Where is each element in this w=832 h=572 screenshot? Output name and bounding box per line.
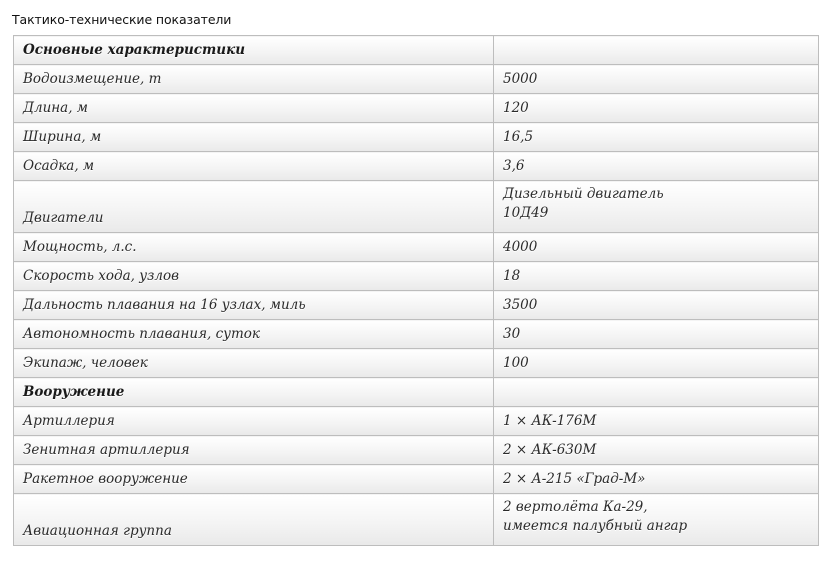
spec-value: 5000	[494, 65, 819, 94]
section-heading-armament: Вооружение	[14, 378, 494, 407]
table-row	[14, 65, 819, 94]
spec-value	[494, 494, 819, 546]
spec-value: 3500	[494, 291, 819, 320]
spec-label: Длина, м	[14, 94, 494, 123]
spec-value: 18	[494, 262, 819, 291]
table-row	[14, 465, 819, 494]
table-row	[14, 262, 819, 291]
spec-value: 1 × АК-176М	[494, 407, 819, 436]
spec-label: Авиационная группа	[14, 494, 494, 546]
spec-value-line: имеется палубный ангар	[503, 518, 688, 534]
table-row	[14, 181, 819, 233]
spec-label: Ширина, м	[14, 123, 494, 152]
spec-value: 4000	[494, 233, 819, 262]
spec-value-line: 2 вертолёта Ка-29,	[503, 499, 648, 515]
spec-value: 16,5	[494, 123, 819, 152]
spec-label: Артиллерия	[14, 407, 494, 436]
specifications-table	[13, 35, 819, 546]
spec-value	[494, 181, 819, 233]
spec-value: 3,6	[494, 152, 819, 181]
table-row	[14, 123, 819, 152]
table-row	[14, 494, 819, 546]
spec-label: Ракетное вооружение	[14, 465, 494, 494]
spec-label: Водоизмещение, т	[14, 65, 494, 94]
table-row	[14, 152, 819, 181]
spec-label: Зенитная артиллерия	[14, 436, 494, 465]
spec-label: Автономность плавания, суток	[14, 320, 494, 349]
spec-value-line: 10Д49	[503, 205, 549, 221]
table-row	[14, 407, 819, 436]
table-caption: Тактико-технические показатели	[12, 12, 232, 27]
spec-label: Дальность плавания на 16 узлах, миль	[14, 291, 494, 320]
empty-value-cell	[494, 378, 819, 407]
empty-value-cell	[494, 36, 819, 65]
section-heading-main-characteristics: Основные характеристики	[14, 36, 494, 65]
spec-value-line: Дизельный двигатель	[503, 186, 664, 202]
spec-value: 2 × А-215 «Град-М»	[494, 465, 819, 494]
spec-label: Мощность, л.с.	[14, 233, 494, 262]
spec-value: 100	[494, 349, 819, 378]
table-row	[14, 291, 819, 320]
spec-label: Экипаж, человек	[14, 349, 494, 378]
table-row	[14, 436, 819, 465]
spec-value: 120	[494, 94, 819, 123]
spec-value: 2 × АК-630М	[494, 436, 819, 465]
table-row	[14, 94, 819, 123]
table-row-section-armament	[14, 378, 819, 407]
spec-label: Скорость хода, узлов	[14, 262, 494, 291]
spec-value: 30	[494, 320, 819, 349]
table-row	[14, 349, 819, 378]
table-row	[14, 233, 819, 262]
table-row-section-main	[14, 36, 819, 65]
spec-label: Двигатели	[14, 181, 494, 233]
spec-label: Осадка, м	[14, 152, 494, 181]
table-row	[14, 320, 819, 349]
